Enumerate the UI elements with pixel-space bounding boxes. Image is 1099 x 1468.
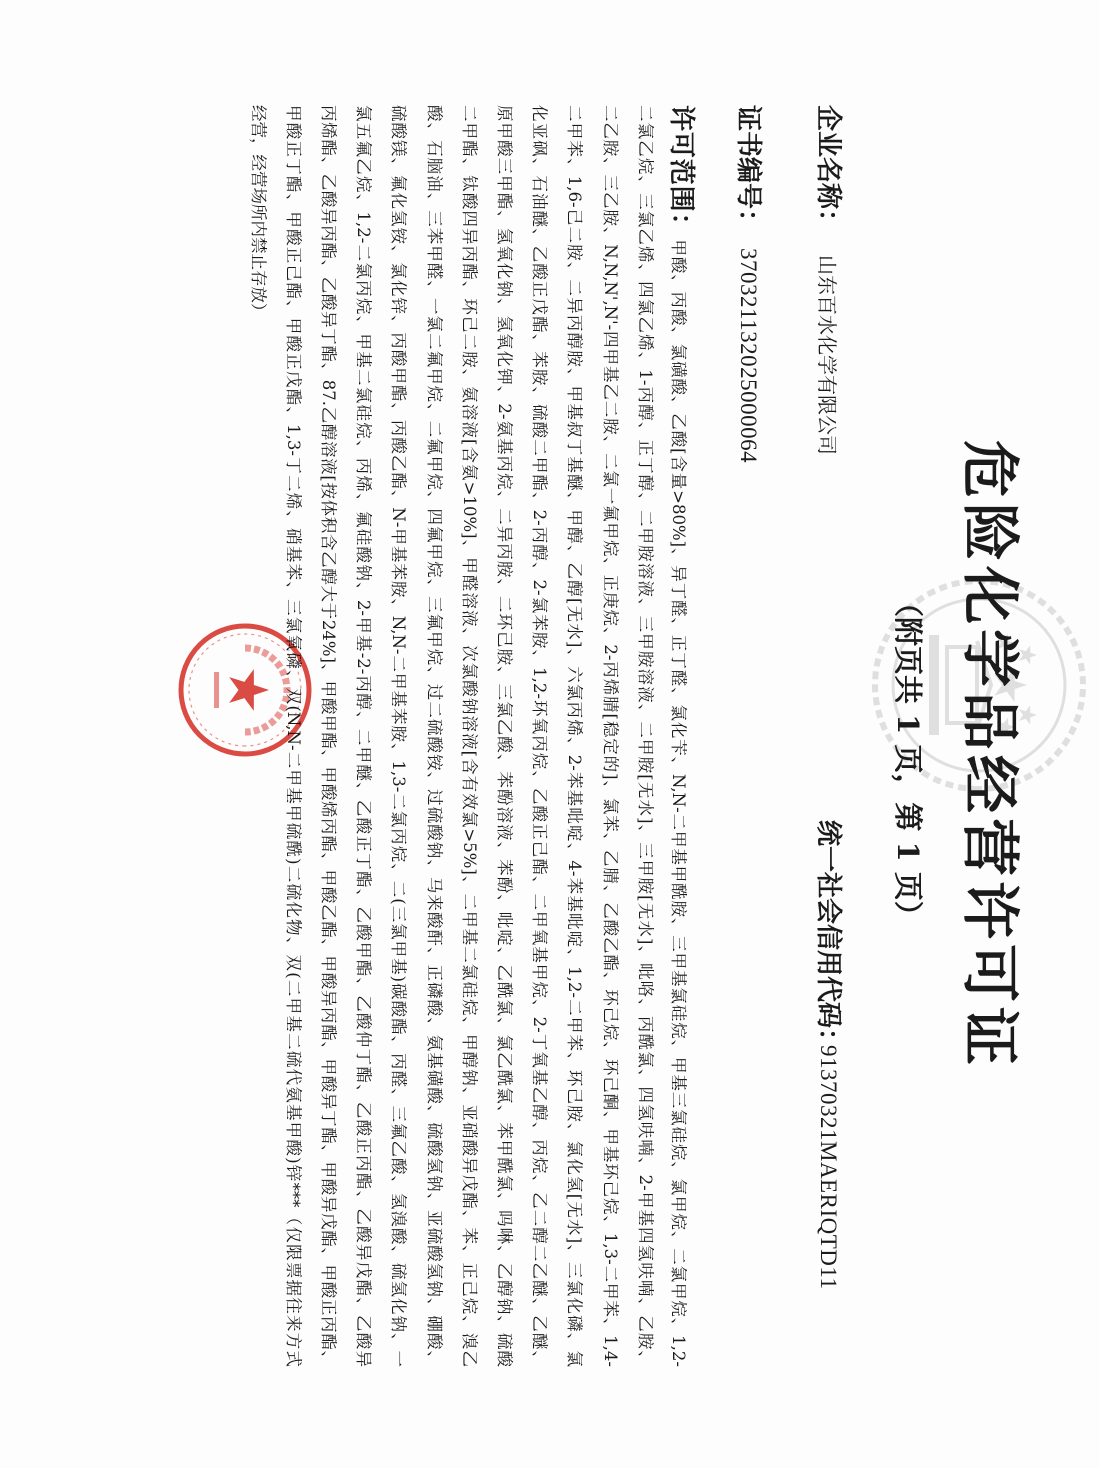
- scope-line: 甲酸正丁酯、甲酸正己酯、甲酸正戊酯、1,3-丁二烯、硝基苯、三氯氧磷、双(N,N-二甲基甲硫酰)二硫化物、双(二甲基二硫代氨基甲酸)锌***（仅限票据往来方式: [283, 105, 303, 1367]
- scope-line: 二氯乙烷、三氯乙烯、四氯乙烯、1-丙醇、正丁醇、二甲胺溶液、三甲胺溶液、二甲胺[无水]、三甲胺[无水]、吡咯、丙酰氯、四氢呋喃、2-甲基四氢呋喃、乙胺、: [635, 105, 655, 1367]
- scope-line: 二乙胺、三乙胺、N,N,N',N'-四甲基乙二胺、二氯一氟甲烷、正庚烷、2-丙烯腈[稳定的]、氯苯、乙腈、乙酸乙酯、环己烷、环己酮、甲基环己烷、1,3-二甲苯、1,4-: [600, 105, 620, 1367]
- official-seal-icon: [175, 620, 315, 760]
- page-subtitle: （附页共 1 页，第 1 页）: [891, 588, 925, 930]
- scope-line-text: 甲酸、丙酸、氯磺酸、乙酸[含量>80%]、异丁醛、正丁醛、氯化苄、N,N-二甲基甲酰胺、三甲基氯硅烷、甲基三氯硅烷、氯甲烷、二氯甲烷、1,2-: [669, 239, 688, 1367]
- company-name: 山东百水化学有限公司: [815, 255, 839, 455]
- scope-line: 经营，经营场所内禁止存放）: [248, 105, 268, 320]
- credit-code-value: 91370321MAERIQTD11: [816, 1045, 841, 1290]
- scope-line: 硫酸镁、氟化氢铵、氯化锌、丙酸甲酯、丙酸乙酯、N-甲基苯胺、N,N-二甲基苯胺、1,3-二氯丙烷、二(三氯甲基)碳酸酯、丙醛、三氟乙酸、氢溴酸、硫氢化钠、一: [389, 105, 409, 1367]
- scope-label: 许可范围：: [666, 105, 696, 240]
- page-title: 危险化学品经营许可证: [956, 440, 1024, 1071]
- company-label: 企业名称：: [813, 105, 843, 236]
- credit-code-label: 统一社会信用代码：: [813, 820, 843, 1055]
- scope-line: 二甲酯、钛酸四异丙酯、环己二胺、氨溶液[含氨>10%]、甲醛溶液、次氯酸钠溶液[含有效氯>5%]、二甲基二氯硅烷、甲醇钠、亚硝酸异戊酯、苯、正己烷、溴乙: [459, 105, 479, 1367]
- scope-line: [663, 105, 698, 1367]
- scope-line: 氯五氟乙烷、1,2-二氯丙烷、甲基二氯硅烷、丙烯、氟硅酸钠、2-甲基-2-丙醇、二甲醚、乙酸正丁酯、乙酸甲酯、乙酸仲丁酯、乙酸正丙酯、乙酸异戊酯、乙酸异: [354, 105, 374, 1367]
- scope-line: 酸、石脑油、三苯甲醛、一氯二氟甲烷、二氟甲烷、四氟甲烷、三氟甲烷、过二硫酸铵、过硫酸钠、马来酸酐、正磷酸、氨基磺酸、硫酸氢钠、亚硫酸氢钠、硼酸、: [424, 105, 444, 1367]
- scope-line: 二甲苯、1,6-己二胺、二异丙醇胺、甲基叔丁基醚、甲醇、乙醇[无水]、六氯丙烯、2-苯基吡啶、4-苯基吡啶、1,2-二甲苯、环己胺、氯化氢[无水]、三氯化磷、氯: [565, 105, 585, 1367]
- scope-line: 丙烯酯、乙酸异丙酯、乙酸异丁酯、87.乙醇溶液[按体积含乙醇大于24%]、甲酸甲酯、甲酸烯丙酯、甲酸乙酯、甲酸异丙酯、甲酸异丁酯、甲酸异戊酯、甲酸正丙酯、: [319, 105, 339, 1367]
- certificate-number-label: 证书编号：: [733, 105, 763, 236]
- scope-line: 化亚砜、石油醚、乙酸正戊酯、苯胺、硫酸二甲酯、2-丙醇、2-氯苯胺、1,2-环氧丙烷、乙酸正己酯、二甲氧基甲烷、2-丁氧基乙醇、丙烷、乙二醇二乙醚、乙醚、: [530, 105, 550, 1367]
- certificate-number-value: 370321132025000064: [736, 248, 761, 464]
- scope-line: 原甲酸三甲酯、氢氧化钠、氢氧化钾、2-氨基丙烷、二异丙胺、二环己胺、三氯乙酸、苯酚溶液、苯酚、吡啶、乙酰氯、氯乙酰氯、苯甲酰氯、吗啉、乙醇钠、硫酸: [495, 105, 515, 1367]
